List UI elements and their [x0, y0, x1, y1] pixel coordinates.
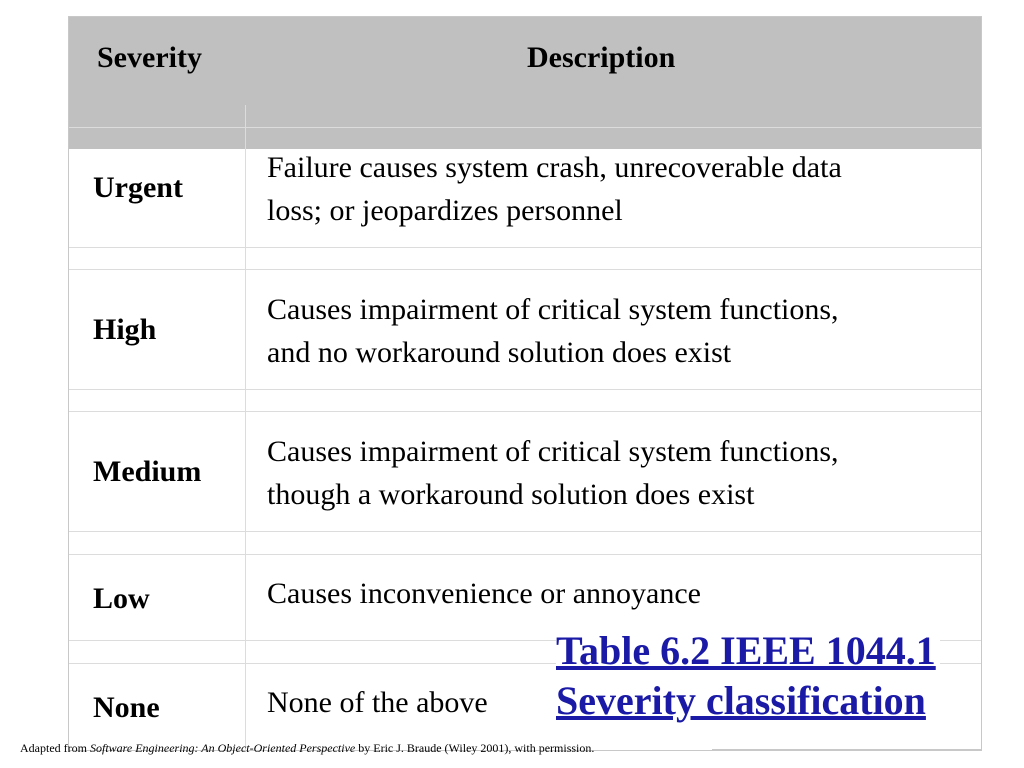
footer-book-title: Software Engineering: An Object-Oriented Perspective — [89, 741, 356, 755]
description-line: loss; or jeopardizes personnel — [267, 194, 623, 227]
description-urgent — [267, 146, 967, 232]
description-low — [267, 572, 967, 615]
description-line: though a workaround solution does exist — [267, 478, 755, 511]
footer-divider — [712, 749, 982, 750]
column-divider — [245, 105, 246, 752]
severity-low: Low — [93, 582, 150, 615]
description-line: Causes impairment of critical system functions, — [267, 435, 839, 468]
description-line: Failure causes system crash, unrecoverable data — [267, 151, 842, 184]
row-divider — [69, 389, 981, 390]
row-divider — [69, 554, 981, 555]
severity-none: None — [93, 691, 160, 724]
description-line: Causes impairment of critical system functions, — [267, 293, 839, 326]
row-divider — [69, 247, 981, 248]
header-severity: Severity — [97, 41, 202, 74]
table-caption — [556, 626, 940, 726]
caption-line: Severity classification — [556, 678, 926, 723]
description-line: and no workaround solution does exist — [267, 336, 732, 369]
severity-medium: Medium — [93, 455, 202, 488]
caption-line: Table 6.2 IEEE 1044.1 — [556, 628, 936, 673]
severity-high: High — [93, 313, 157, 346]
description-line: Causes inconvenience or annoyance — [267, 577, 701, 610]
description-line: None of the above — [267, 686, 488, 719]
header-description: Description — [527, 41, 676, 74]
footer-prefix: Adapted from — [20, 741, 90, 755]
row-divider — [69, 531, 981, 532]
row-divider — [69, 127, 981, 128]
severity-urgent: Urgent — [93, 171, 183, 204]
row-divider — [69, 411, 981, 412]
footer-suffix: by Eric J. Braude (Wiley 2001), with permission. — [355, 741, 595, 755]
attribution-footer — [20, 741, 594, 756]
row-divider — [69, 269, 981, 270]
table-header — [69, 17, 981, 105]
description-high — [267, 288, 967, 374]
description-medium — [267, 430, 967, 516]
